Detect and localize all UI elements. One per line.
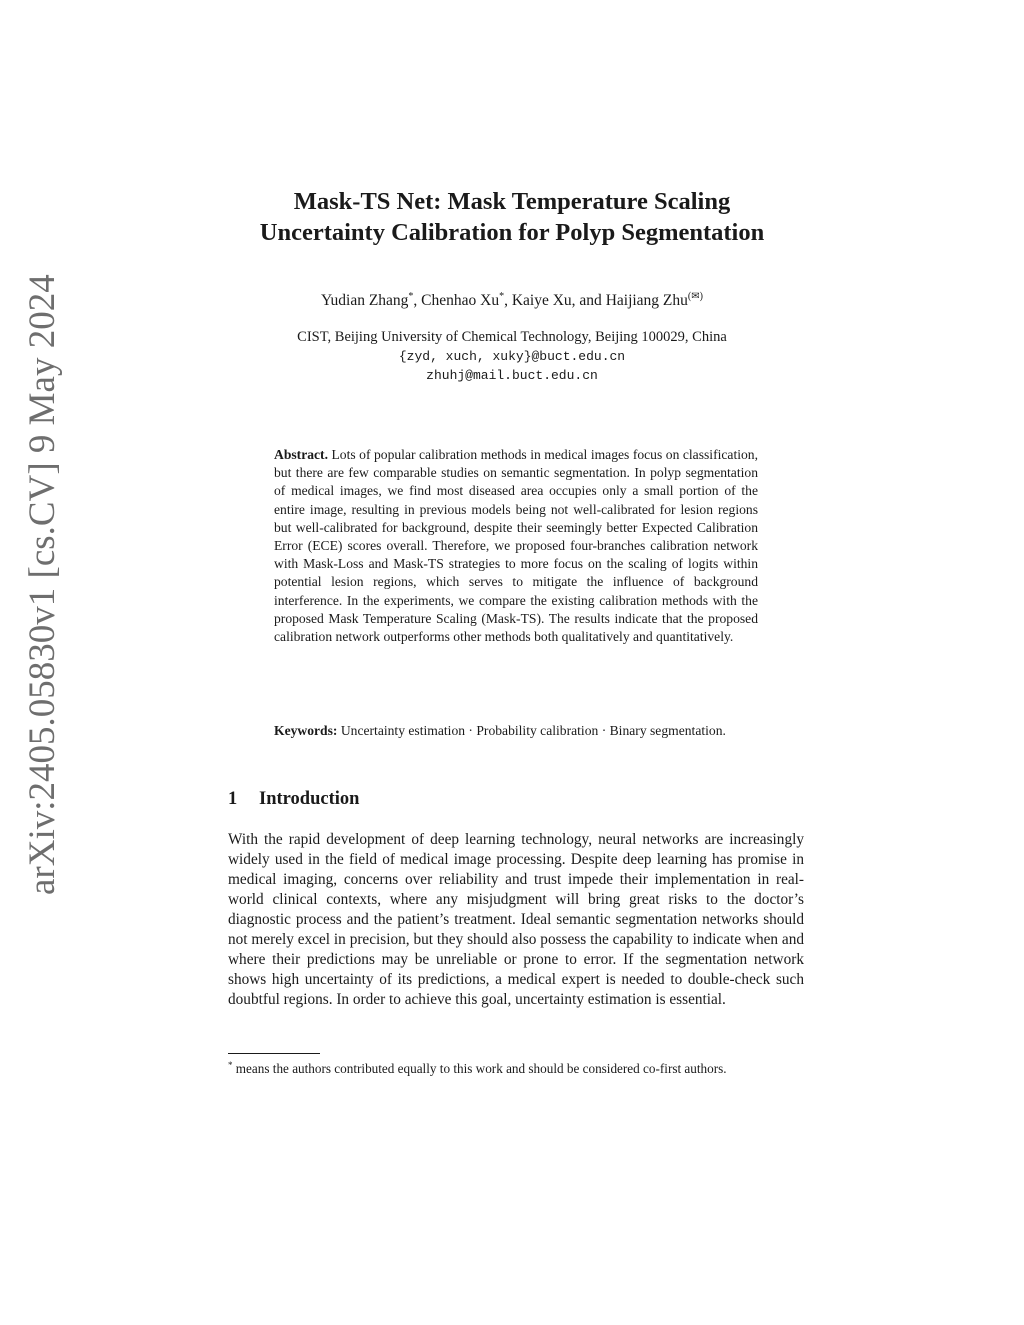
footnote	[228, 1059, 804, 1078]
arxiv-identifier-stamp: arXiv:2405.05830v1 [cs.CV] 9 May 2024	[22, 274, 63, 895]
abstract	[274, 446, 758, 646]
author-separator: ,	[504, 292, 512, 309]
footnote-text: means the authors contributed equally to this work and should be considered co-first authors.	[232, 1061, 727, 1076]
author-name: Haijiang Zhu	[605, 292, 688, 309]
email-group: {zyd, xuch, xuky}@buct.edu.cn	[398, 349, 626, 364]
co-first-author-mark: *	[408, 291, 414, 302]
paper-title-line-1: Mask-TS Net: Mask Temperature Scaling	[293, 188, 731, 215]
section-title: Introduction	[259, 789, 360, 809]
author-separator: , and	[571, 292, 606, 309]
corresponding-author-envelope-icon: (✉)	[687, 291, 703, 302]
abstract-text: Lots of popular calibration methods in medical images focus on classification, but there are few comparable studies on semantic segmentation. In polyp segmentation of medical images, we find most diseased area occupies only a small portion of the entire image, resulting in previous models being not well-calibrated for lesion regions but well-calibrated for background, despite their seemingly better Expected Calibration Error (ECE) scores overall. Therefore, we proposed four-branches calibration network with Mask-Loss and Mask-TS strategies to more focus on the scaling of logits within potential lesion regions, which serves to mitigate the influence of background interference. In the experiments, we compare the existing calibration methods with the proposed Mask Temperature Scaling (Mask-TS). The results indicate that the proposed calibration network outperforms other methods both qualitatively and quantitatively.	[274, 447, 758, 645]
author-name: Yudian Zhang	[321, 292, 409, 309]
footnote-mark: *	[228, 1060, 233, 1070]
section-number: 1	[228, 789, 238, 809]
co-first-author-mark: *	[499, 291, 505, 302]
abstract-label: Abstract.	[274, 447, 328, 462]
institution: CIST, Beijing University of Chemical Technology, Beijing 100029, China	[297, 329, 727, 345]
paper-title-line-2: Uncertainty Calibration for Polyp Segmentation	[259, 219, 765, 246]
keywords	[274, 722, 758, 740]
footnote-divider	[228, 1053, 320, 1054]
author-separator: ,	[413, 292, 422, 309]
author-name: Kaiye Xu	[511, 292, 572, 309]
author-name: Chenhao Xu	[421, 292, 500, 309]
section-heading	[228, 788, 359, 810]
author-list	[0, 290, 1024, 312]
email-corresponding: zhuhj@mail.buct.edu.cn	[426, 368, 598, 383]
affiliation-block	[0, 328, 1024, 385]
keywords-text: Uncertainty estimation · Probability calibration · Binary segmentation.	[337, 723, 726, 738]
intro-paragraph: With the rapid development of deep learning technology, neural networks are increasingly widely used in the field of medical image processing. Despite deep learning has promise in medical imaging, concerns over reliability and trust impede their implementation in real-world clinical contexts, where any misjudgment will bring great risks to the doctor’s diagnostic process and the patient’s treatment. Ideal semantic segmentation networks should not merely excel in precision, but they should also possess the capability to indicate when and where their predictions may be unreliable or prone to error. If the segmentation network shows high uncertainty of its predictions, a medical expert is needed to double-check such doubtful regions. In order to achieve this goal, uncertainty estimation is essential.	[228, 831, 804, 1008]
keywords-label: Keywords:	[274, 723, 338, 738]
paper-title	[0, 186, 1024, 248]
